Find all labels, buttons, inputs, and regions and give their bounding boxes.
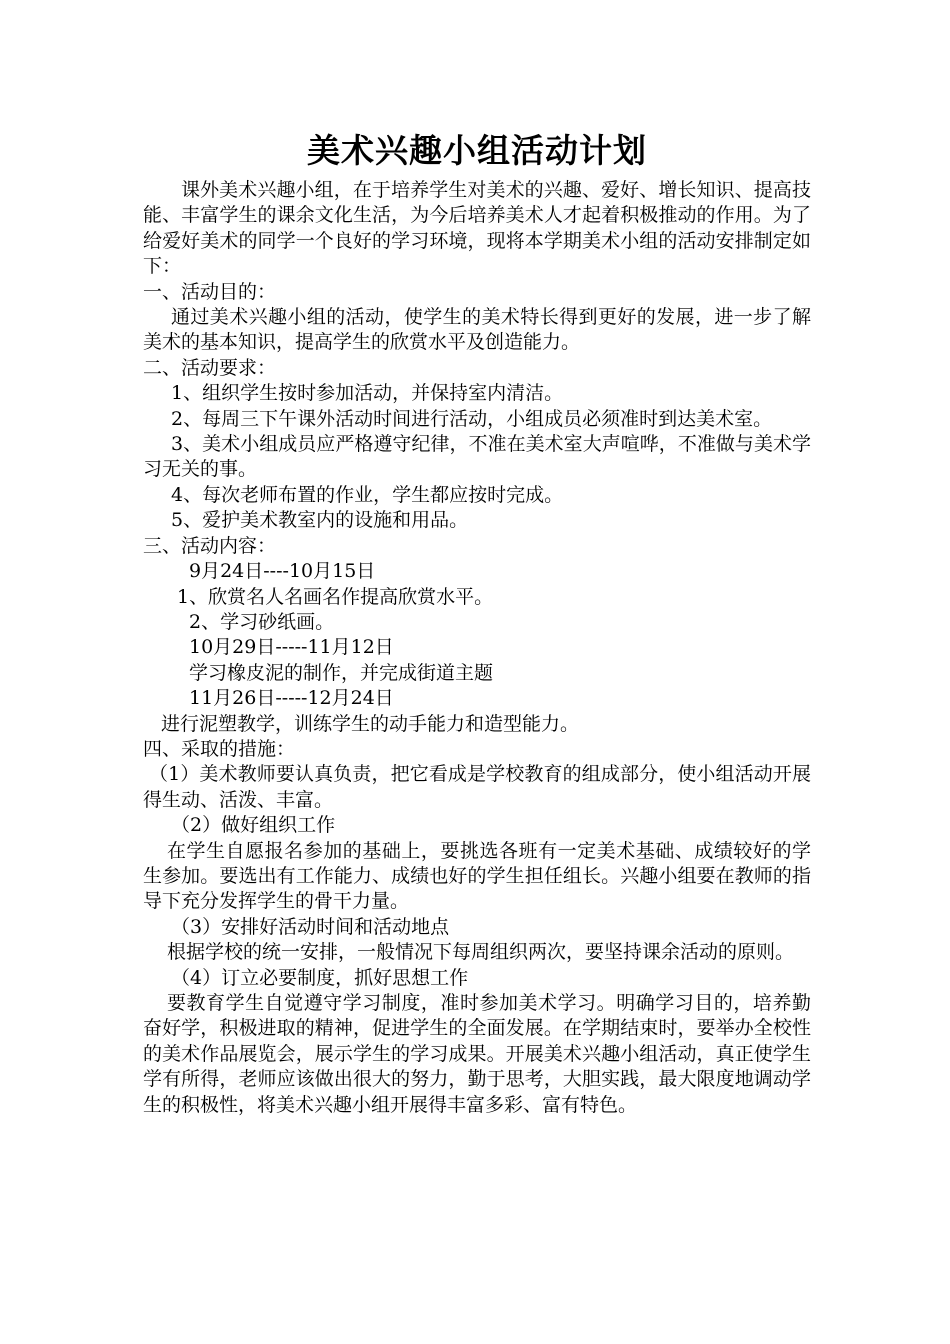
measure-4-heading: （4）订立必要制度，抓好思想工作	[171, 966, 469, 989]
measure-3-heading: （3）安排好活动时间和活动地点	[171, 915, 450, 938]
schedule-date-3: 11月26日-----12月24日	[189, 687, 394, 710]
section-heading-requirements: 二、活动要求：	[143, 356, 277, 379]
schedule-item-3: 学习橡皮泥的制作，并完成街道主题	[189, 661, 494, 684]
purpose-paragraph: 通过美术兴趣小组的活动，使学生的美术特长得到更好的发展，进一步了解美术的基本知识，提高学生的欣赏水平及创造能力。	[143, 306, 811, 354]
requirement-item-2: 2、每周三下午课外活动时间进行活动，小组成员必须准时到达美术室。	[171, 407, 773, 430]
schedule-date-1: 9月24日----10月15日	[189, 560, 376, 583]
measure-4-body: 要教育学生自觉遵守学习制度，准时参加美术学习。明确学习目的，培养勤奋好学，积极进取的精神，促进学生的全面发展。在学期结束时，要举办全校性的美术作品展览会，展示学生的学习成果。开展美术兴趣小组活动，真正使学生学有所得，老师应该做出很大的努力，勤于思考，大胆实践，最大限度地调动学生的积极性，将美术兴趣小组开展得丰富多彩、富有特色。	[143, 992, 811, 1116]
measure-2-body: 在学生自愿报名参加的基础上，要挑选各班有一定美术基础、成绩较好的学生参加。要选出有工作能力、成绩也好的学生担任组长。兴趣小组要在教师的指导下充分发挥学生的骨干力量。	[143, 839, 811, 913]
document-body	[143, 128, 811, 1118]
requirement-item-4: 4、每次老师布置的作业，学生都应按时完成。	[171, 483, 564, 506]
requirement-item-3: 3、美术小组成员应严格遵守纪律，不准在美术室大声喧哗，不准做与美术学习无关的事。	[143, 433, 811, 481]
requirement-item-5: 5、爱护美术教室内的设施和用品。	[171, 509, 469, 532]
requirement-item-1: 1、组织学生按时参加活动，并保持室内清洁。	[171, 382, 564, 405]
intro-paragraph: 课外美术兴趣小组，在于培养学生对美术的兴趣、爱好、增长知识、提高技能、丰富学生的课余文化生活，为今后培养美术人才起着积极推动的作用。为了给爱好美术的同学一个良好的学习环境，现将本学期美术小组的活动安排制定如下：	[143, 179, 811, 278]
schedule-item-2: 2、学习砂纸画。	[189, 610, 335, 633]
document-title: 美术兴趣小组活动计划	[307, 131, 647, 170]
schedule-date-2: 10月29日-----11月12日	[189, 636, 394, 659]
section-heading-measures: 四、采取的措施：	[143, 737, 296, 760]
section-heading-content: 三、活动内容：	[143, 534, 277, 557]
measure-1: （1）美术教师要认真负责，把它看成是学校教育的组成部分，使小组活动开展得生动、活泼、丰富。	[143, 763, 811, 811]
measure-3-body: 根据学校的统一安排，一般情况下每周组织两次，要坚持课余活动的原则。	[167, 941, 795, 964]
schedule-item-4: 进行泥塑教学，训练学生的动手能力和造型能力。	[161, 712, 580, 735]
section-heading-purpose: 一、活动目的：	[143, 280, 277, 303]
measure-2-heading: （2）做好组织工作	[171, 814, 336, 837]
schedule-item-1: 1、欣赏名人名画名作提高欣赏水平。	[177, 585, 494, 608]
